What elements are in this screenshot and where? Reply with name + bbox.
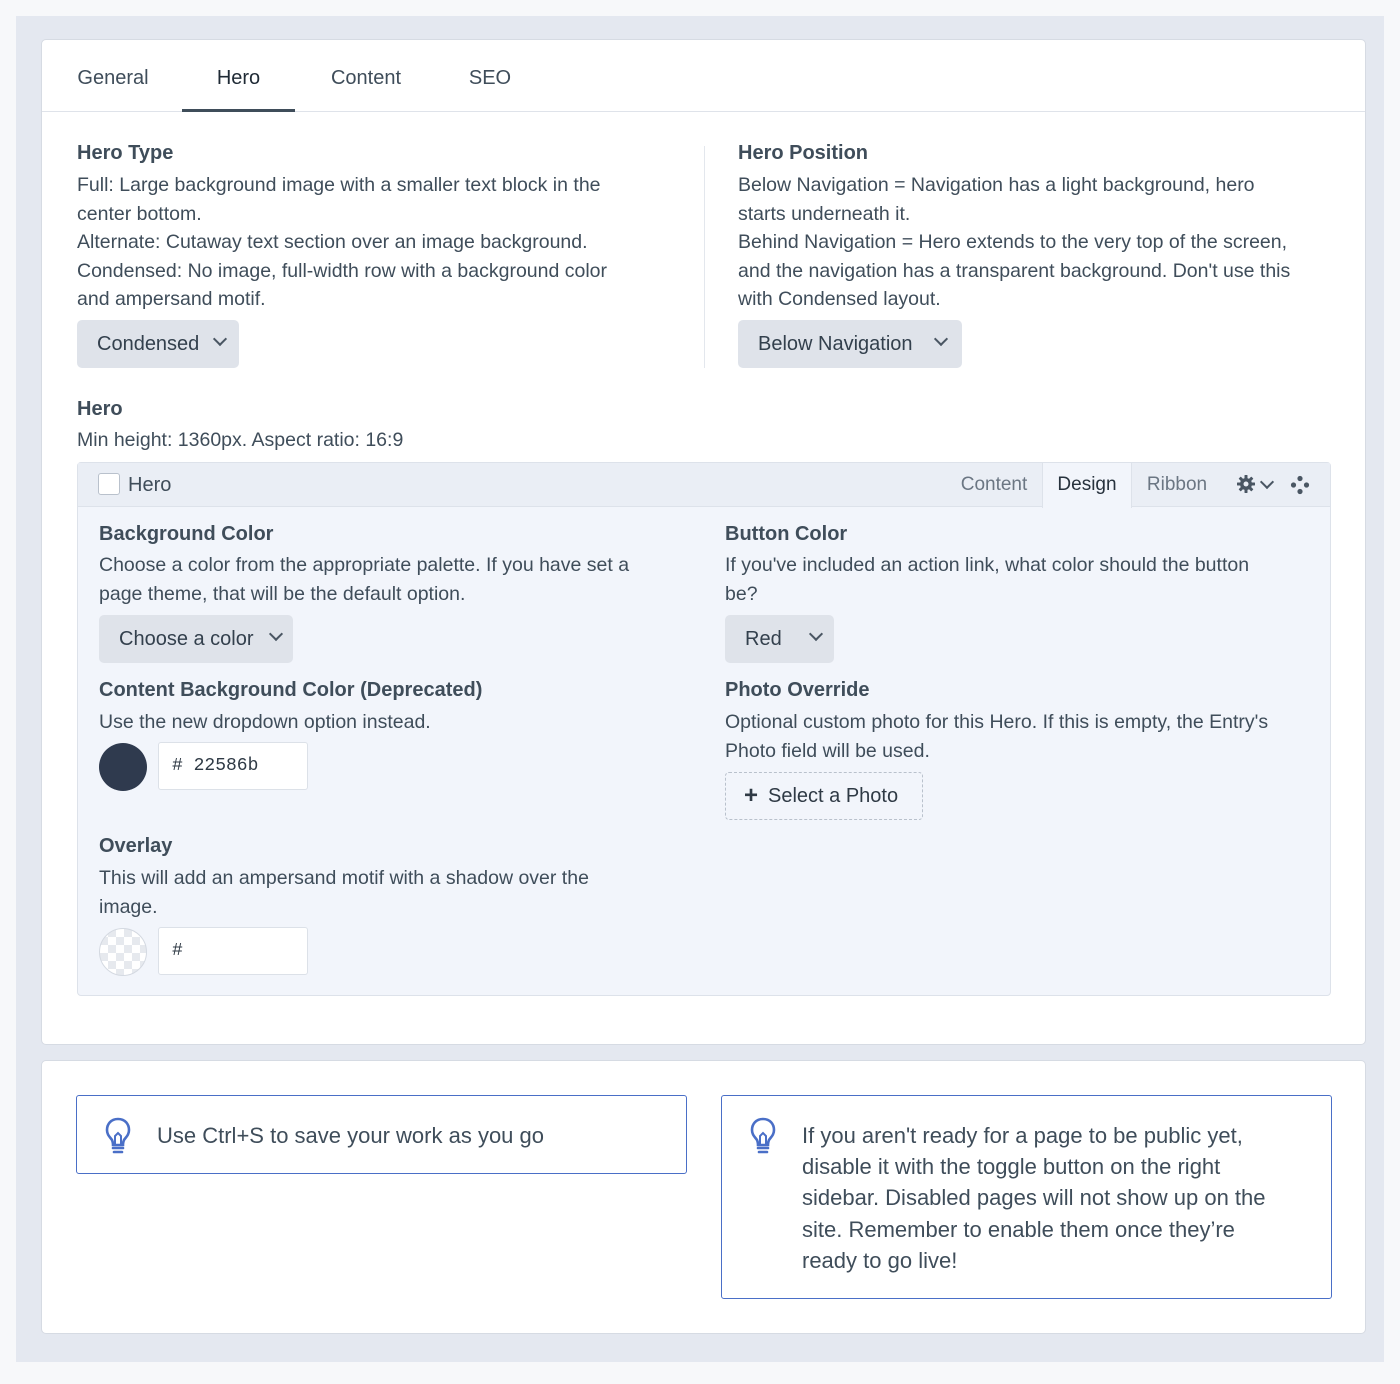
instruction-line: Condensed: No image, full-width row with a background color <box>77 259 608 282</box>
tip-card <box>721 1095 1332 1299</box>
plus-icon: + <box>744 782 759 809</box>
tip-line: ready to go live! <box>802 1247 958 1273</box>
hero-block <box>77 462 1331 996</box>
hero-position-label: Hero Position <box>738 142 869 164</box>
tip-line: site. Remember to enable them once they’re <box>802 1216 1235 1242</box>
gear-icon[interactable] <box>1236 474 1256 494</box>
instruction-line: and the navigation has a transparent background. Don't use this <box>738 259 1291 282</box>
content-background-color-label: Content Background Color (Deprecated) <box>99 679 483 701</box>
overlay-label: Overlay <box>99 835 173 857</box>
instruction-line: Alternate: Cutaway text section over an image background. <box>77 231 588 254</box>
instruction-line: page theme, that will be the default option. <box>99 582 466 605</box>
column-divider <box>704 146 705 368</box>
lightbulb-icon <box>103 1116 133 1156</box>
select-photo-button[interactable] <box>725 772 923 820</box>
select-photo-label: Select a Photo <box>768 785 899 807</box>
hero-position-instructions <box>738 171 1338 314</box>
chevron-down-icon <box>269 627 283 641</box>
button-color-select-value: Red <box>745 628 782 650</box>
tip-line: disable it with the toggle button on the right <box>802 1154 1221 1180</box>
tip-line: If you aren't ready for a page to be public yet, <box>802 1123 1243 1148</box>
transparent-color-swatch[interactable] <box>99 928 147 976</box>
button-color-select[interactable] <box>725 615 834 663</box>
instruction-line: center bottom. <box>77 202 202 225</box>
background-color-select[interactable] <box>99 615 293 663</box>
instruction-line: with Condensed layout. <box>738 288 941 311</box>
hero-block-title: Hero <box>128 474 172 496</box>
tab-bar <box>42 40 1365 112</box>
background-color-instructions <box>99 551 699 608</box>
instruction-line: and ampersand motif. <box>77 288 266 311</box>
chevron-down-icon <box>213 332 227 346</box>
hero-field-instructions: Min height: 1360px. Aspect ratio: 16:9 <box>77 429 404 451</box>
tip-line: sidebar. Disabled pages will not show up on the <box>802 1185 1266 1211</box>
tip-card <box>76 1095 687 1174</box>
hero-block-checkbox[interactable] <box>98 473 120 495</box>
chevron-down-icon <box>934 332 948 346</box>
instruction-line: Below Navigation = Navigation has a light background, hero <box>738 174 1255 196</box>
hero-block-header <box>78 463 1330 507</box>
hero-position-select[interactable] <box>738 320 962 368</box>
tab-hero[interactable]: Hero <box>182 40 295 112</box>
content-background-color-instructions: Use the new dropdown option instead. <box>99 711 431 733</box>
background-color-select-value: Choose a color <box>119 628 254 650</box>
content-background-hex-input[interactable]: # 22586b <box>158 742 308 790</box>
move-handle-icon[interactable] <box>1290 475 1310 495</box>
photo-override-instructions <box>725 708 1325 765</box>
instruction-line: Full: Large background image with a smaller text block in the <box>77 174 601 196</box>
button-color-instructions <box>725 551 1315 608</box>
hero-type-instructions <box>77 171 677 314</box>
instruction-line: image. <box>99 895 158 918</box>
instruction-line: If you've included an action link, what color should the button <box>725 554 1250 576</box>
entry-form-panel <box>41 39 1366 1045</box>
tab-seo[interactable]: SEO <box>468 67 512 89</box>
hero-position-select-value: Below Navigation <box>758 333 913 355</box>
tips-panel <box>41 1060 1366 1334</box>
instruction-line: Choose a color from the appropriate palette. If you have set a <box>99 554 630 576</box>
lightbulb-icon <box>748 1116 778 1156</box>
button-color-label: Button Color <box>725 523 848 545</box>
color-swatch[interactable] <box>99 743 147 791</box>
hero-type-select[interactable] <box>77 320 239 368</box>
instruction-line: be? <box>725 582 758 605</box>
instruction-line: This will add an ampersand motif with a shadow over the <box>99 867 589 889</box>
tip-text <box>802 1120 1322 1276</box>
block-tab-design[interactable]: Design <box>1042 463 1132 508</box>
instruction-line: Behind Navigation = Hero extends to the very top of the screen, <box>738 231 1288 254</box>
instruction-line: Photo field will be used. <box>725 739 930 762</box>
overlay-instructions <box>99 864 699 921</box>
background-color-label: Background Color <box>99 523 274 545</box>
tab-general[interactable]: General <box>77 67 149 89</box>
hero-type-label: Hero Type <box>77 142 174 164</box>
chevron-down-icon <box>809 627 823 641</box>
photo-override-label: Photo Override <box>725 679 870 701</box>
instruction-line: Optional custom photo for this Hero. If this is empty, the Entry's <box>725 711 1269 733</box>
hero-type-select-value: Condensed <box>97 333 200 355</box>
hero-field-label: Hero <box>77 398 123 420</box>
block-tab-ribbon[interactable]: Ribbon <box>1146 474 1208 495</box>
overlay-hex-input[interactable]: # <box>158 927 308 975</box>
chevron-down-icon[interactable] <box>1260 475 1274 489</box>
tab-content[interactable]: Content <box>330 67 402 89</box>
block-tab-content[interactable]: Content <box>960 474 1028 495</box>
tip-text: Use Ctrl+S to save your work as you go <box>157 1123 544 1148</box>
instruction-line: starts underneath it. <box>738 202 911 225</box>
